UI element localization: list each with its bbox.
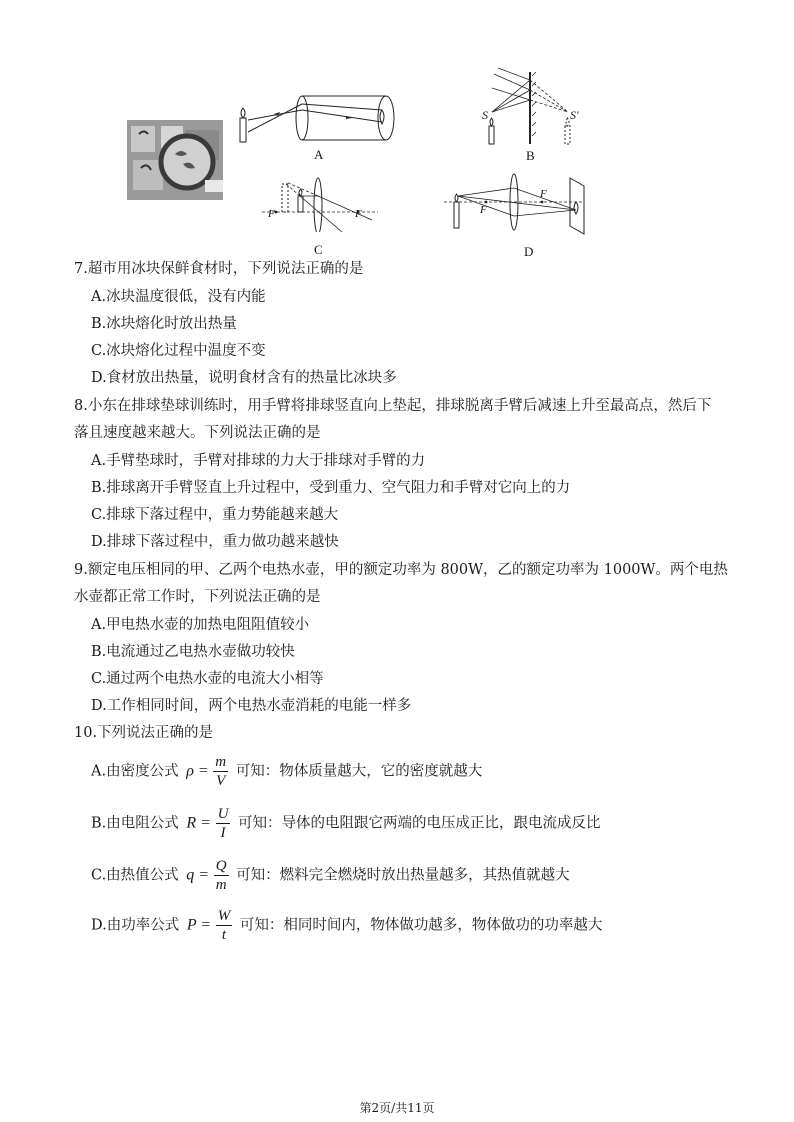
heat-value-formula-denominator: m <box>215 877 227 893</box>
q7-option-d: D.食材放出热量，说明食材含有的热量比冰块多 <box>91 370 397 386</box>
q9-option-c: C.通过两个电热水壶的电流大小相等 <box>91 671 324 687</box>
figure-c-convex-lens-virtual <box>262 170 380 262</box>
power-formula-fraction <box>216 907 233 944</box>
q10-option-b <box>91 805 601 842</box>
q10-option-a-suffix: 可知：物体质量越大，它的密度就越大 <box>235 763 483 780</box>
resistance-formula-denominator: I <box>220 825 226 841</box>
q10-option-d-prefix: D.由功率公式 <box>91 917 180 934</box>
density-formula <box>186 753 228 790</box>
q7-option-b: B.冰块熔化时放出热量 <box>91 316 237 332</box>
q9-option-d: D.工作相同时间，两个电热水壶消耗的电能一样多 <box>91 698 412 714</box>
magnifier-photo <box>127 120 223 200</box>
figure-d-convex-lens-real <box>444 172 594 262</box>
heat-value-formula-fraction <box>214 857 229 894</box>
density-formula-fraction <box>213 753 228 790</box>
q10-option-a <box>91 753 482 790</box>
power-formula-numerator: W <box>217 908 231 924</box>
q10-option-c-suffix: 可知：燃料完全燃烧时放出热量越多，其热值就越大 <box>236 867 570 884</box>
heat-value-formula <box>186 857 228 894</box>
q10-option-b-suffix: 可知：导体的电阻跟它两端的电压成正比，跟电流成反比 <box>238 815 601 832</box>
q9-option-a: A.甲电热水壶的加热电阻阻值较小 <box>91 617 310 633</box>
q9-option-b: B.电流通过乙电热水壶做功较快 <box>91 644 295 660</box>
q7-option-a: A.冰块温度很低，没有内能 <box>91 289 266 305</box>
q10-option-c-prefix: C.由热值公式 <box>91 867 179 884</box>
figure-d-label: D <box>524 244 534 259</box>
figure-b-s-label: S <box>482 108 488 122</box>
density-formula-lhs: ρ = <box>186 762 209 780</box>
figure-d-f-lower-label: F <box>480 204 487 216</box>
figure-b-plane-mirror <box>478 68 588 163</box>
q8-option-c: C.排球下落过程中，重力势能越来越大 <box>91 507 339 523</box>
q10-option-c <box>91 857 570 894</box>
figure-b-s-prime-label: S' <box>570 108 579 122</box>
figure-c-f-left-label: F <box>268 208 275 220</box>
q8-option-d: D.排球下落过程中，重力做功越来越快 <box>91 534 339 550</box>
q8-option-a: A.手臂垫球时，手臂对排球的力大于排球对手臂的力 <box>91 453 426 469</box>
resistance-formula-lhs: R = <box>186 814 211 832</box>
density-formula-numerator: m <box>215 754 227 770</box>
q7-option-c: C.冰块熔化过程中温度不变 <box>91 343 266 359</box>
power-formula <box>187 907 232 944</box>
q8-stem-line1: 8.小东在排球垫球训练时，用手臂将排球竖直向上垫起，排球脱离手臂后减速上升至最高点，然后下 <box>74 398 712 414</box>
resistance-formula <box>186 805 230 842</box>
q9-stem-line1: 9.额定电压相同的甲、乙两个电热水壶，甲的额定功率为 800W，乙的额定功率为 1000W。两个电热 <box>74 562 728 578</box>
q10-option-a-prefix: A.由密度公式 <box>91 763 179 780</box>
q8-option-b: B.排球离开手臂竖直上升过程中，受到重力、空气阻力和手臂对它向上的力 <box>91 480 571 496</box>
figure-c-f-right-label: F <box>355 208 362 220</box>
q7-stem: 7.超市用冰块保鲜食材时，下列说法正确的是 <box>74 261 364 277</box>
density-formula-denominator: V <box>216 773 226 789</box>
power-formula-denominator: t <box>221 927 227 943</box>
q10-option-d-suffix: 可知：相同时间内，物体做功越多，物体做功的功率越大 <box>239 917 603 934</box>
figure-c-label: C <box>314 242 323 257</box>
figure-d-f-upper-label: F <box>540 188 547 200</box>
page-number: 第2页/共11页 <box>359 1101 435 1115</box>
q10-stem: 10.下列说法正确的是 <box>74 725 214 741</box>
q8-stem-line2: 落且速度越来越大。下列说法正确的是 <box>74 425 321 441</box>
q9-stem-line2: 水壶都正常工作时，下列说法正确的是 <box>74 589 321 605</box>
resistance-formula-numerator: U <box>217 806 229 822</box>
heat-value-formula-lhs: q = <box>186 866 210 884</box>
figure-b-label: B <box>526 148 535 163</box>
q10-option-b-prefix: B.由电阻公式 <box>91 815 179 832</box>
heat-value-formula-numerator: Q <box>215 858 227 874</box>
figure-a-pinhole-camera <box>236 88 406 162</box>
resistance-formula-fraction <box>216 805 231 842</box>
q10-option-d <box>91 907 602 944</box>
power-formula-lhs: P = <box>186 916 212 934</box>
figure-a-label: A <box>314 147 324 162</box>
